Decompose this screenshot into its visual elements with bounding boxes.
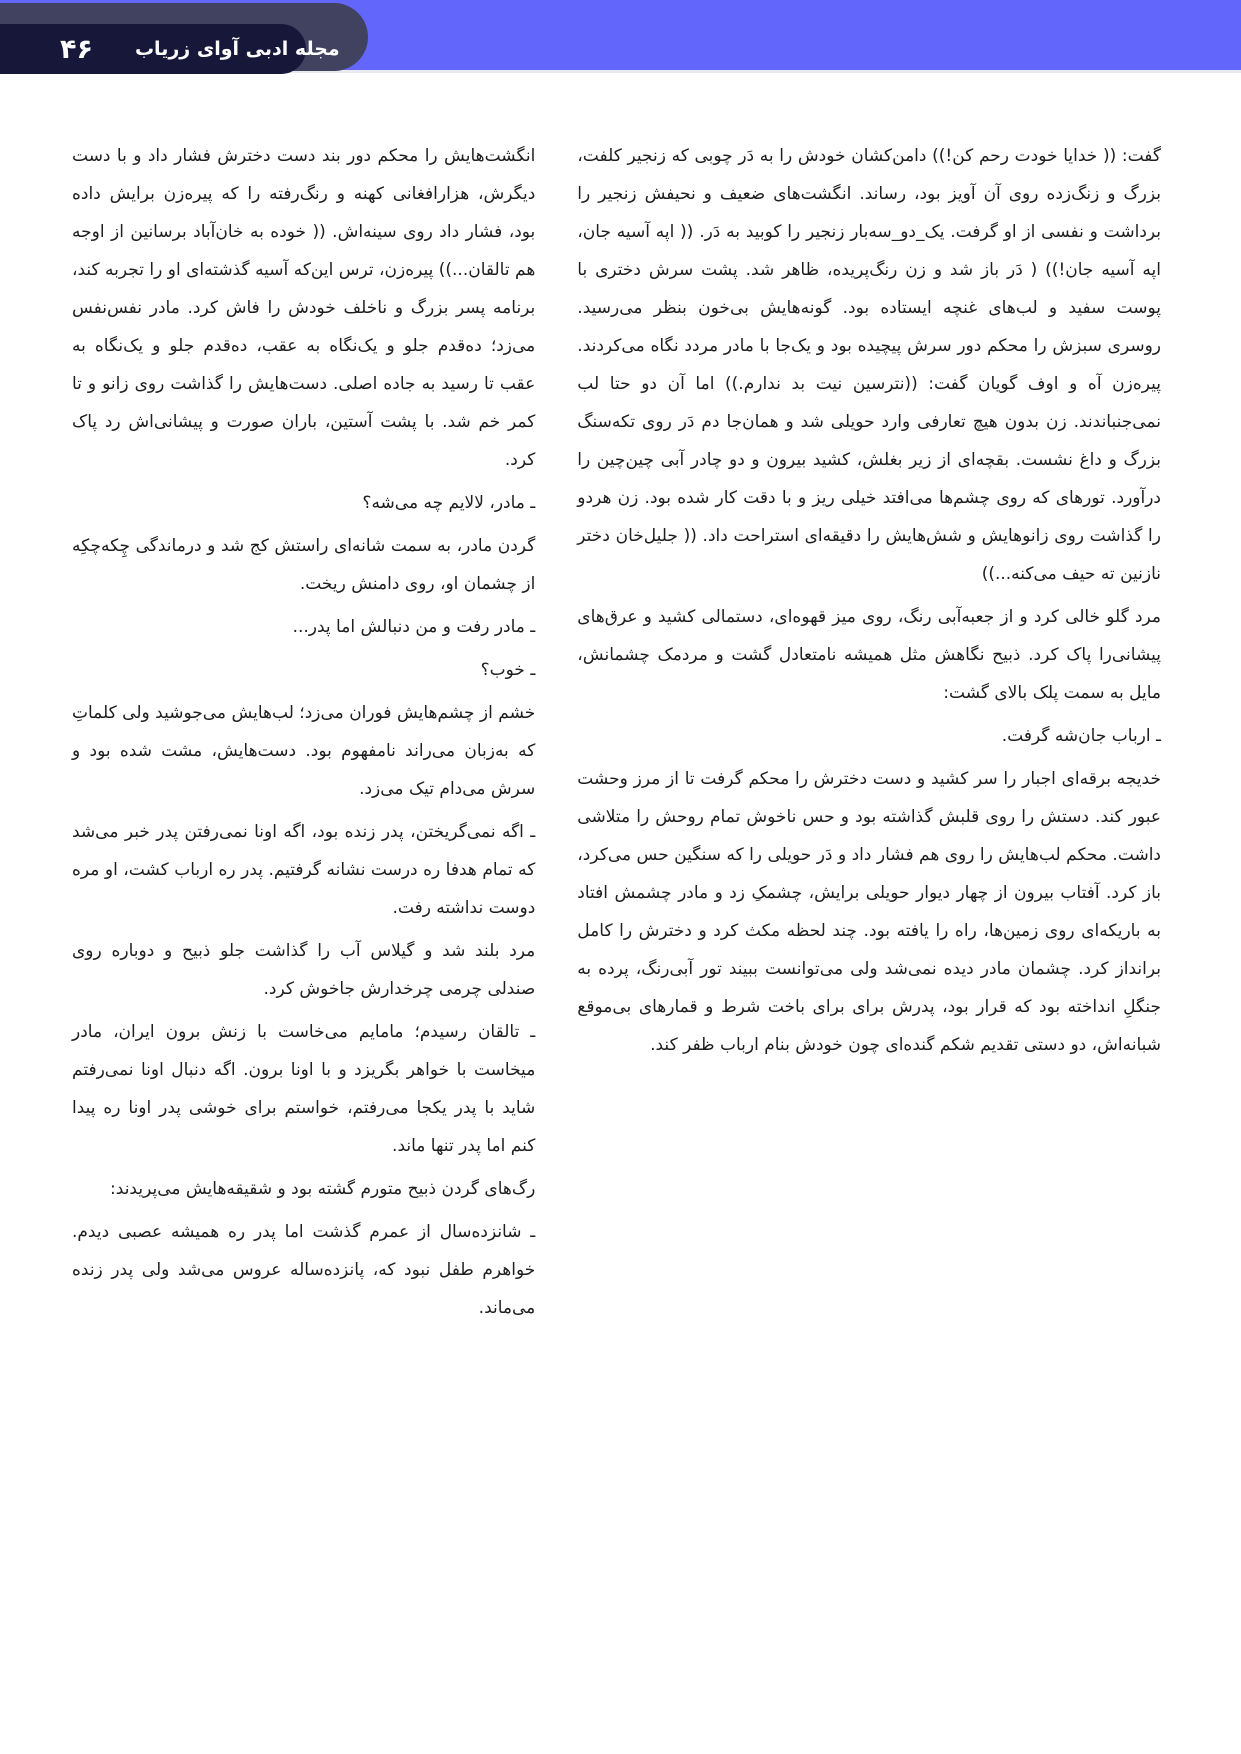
- story-paragraph: مرد بلند شد و گیلاس آب را گذاشت جلو ذبیح و دوباره روی صندلی چرمی چرخدارش جاخوش کرد.: [72, 941, 536, 999]
- dialogue-line: ـ خوب؟: [480, 660, 536, 680]
- page-number: ۴۶: [60, 33, 93, 65]
- dialogue-line: ـ مادر، لالایم چه می‌شه؟: [362, 493, 536, 513]
- dialogue-line: ـ تالقان رسیدم؛ مامایم می‌خاست با زنش برون ایران، مادر میخاست با خواهر بگریزد و با اونا برون. اگه دنبال اونا نمی‌رفتم شاید با پدر یکجا می‌رفتم، خواستم برای خوشی پدر اونا ره پیدا کنم اما پدر تنها ماند.: [72, 1022, 536, 1156]
- story-content: [0, 73, 1241, 1332]
- story-paragraph: انگشت‌هایش را محکم دور بند دست دخترش فشار داد و با دست دیگرش، هزارافغانی کهنه و رنگ‌رفته را که پیره‌زن برایش داده بود، فشار داد روی سینه‌اش. (( خوده به خان‌آباد برسانین از اوجه هم تالقان...)) پیره‌زن، ترس این‌که آسیه گذشته‌ای او را تجربه کند، برنامه پسر بزرگ و ناخلف خودش را فاش کرد. مادر نفس‌نفس می‌زد؛ ده‌قدم جلو و یک‌نگاه به عقب، ده‌قدم جلو و یک‌نگاه به عقب تا رسید به جاده اصلی. دست‌هایش را گذاشت روی زانو و تا کمر خم شد. با پشت آستین، باران صورت و پیشانی‌اش رد پاک کرد.: [72, 146, 536, 470]
- dialogue-line: ـ شانزده‌سال از عمرم گذشت اما پدر ره همیشه عصبی دیدم. خواهرم طفل نبود که، پانزده‌ساله عروس می‌شد ولی پدر زنده می‌ماند.: [72, 1222, 536, 1318]
- magazine-title: مجله ادبی آوای زریاب: [134, 38, 340, 60]
- header-pill: [0, 24, 340, 74]
- story-paragraph: خدیجه برقه‌ای اجبار را سر کشید و دست دخترش را محکم گرفت تا از مرز وحشت عبور کند. دستش را روی قلبش گذاشته بود و حس ناخوش تمام روحش را متلاشی داشت. محکم لب‌هایش را روی هم فشار داد و دَر حویلی را که سنگین حس می‌کرد، باز کرد. آفتاب بیرون از چهار دیوار حویلی برایش، چشمکِ زد و مادر چشمش افتاد به باریکه‌ای روی زمین‌ها، راه را یافته بود. چند لحظه مکث کرد و دخترش را کامل برانداز کرد. چشمان مادر دیده نمی‌شد ولی می‌توانست ببیند تور آبی‌رنگ، پرده به جنگلِ انداخته بود که قرار بود، پدرش برای برای باخت شرط و قمارهای بی‌موقع شبانه‌اش، دو دستی تقدیم شکم گنده‌ای چون خودش بنام ارباب ظفر کند.: [577, 769, 1161, 1055]
- story-paragraph: خشم از چشم‌هایش فوران می‌زد؛ لب‌هایش می‌جوشید ولی کلماتِ که به‌زبان می‌راند نامفهوم بود. دست‌هایش، مشت شده بود و سرش می‌دام تیک می‌زد.: [72, 703, 536, 799]
- header-bar: [0, 0, 1241, 73]
- dialogue-line: ـ ارباب جان‌شه گرفت.: [1001, 726, 1161, 746]
- header-band: [0, 3, 368, 71]
- story-paragraph: گفت: (( خدایا خودت رحم کن!)) دامن‌کشان خودش را به دَر چوبی که زنجیر کلفت، بزرگ و زنگ‌زده روی آن آویز بود، رساند. انگشت‌های ضعیف و نحیفش زنجیر را برداشت و نفسی از او گرفت. یک_دو_سه‌بار زنجیر را کوبید به دَر. (( اپه آسیه جان، اپه آسیه جان!)) ( دَر باز شد و زن رنگ‌پریده، ظاهر شد. پشت سرش دختری با پوست سفید و لب‌های غنچه ایستاده بود. گونه‌هایش بی‌خون بنظر می‌رسید. روسری سبزش را محکم دور سرش پیچیده بود و یک‌جا با مادر مردد نگاه می‌کردند. پیره‌زن آه و اوف گویان گفت: ((نترسین نیت بد ندارم.)) اما آن دو حتا لب نمی‌جنباندند. زن بدون هیچ تعارفی وارد حویلی شد و همان‌جا دم دَر روی تکه‌سنگ بزرگ و داغ نشست. بقچه‌ای از زیر بغلش، کشید بیرون و دو چادر آبی چین‌چین را درآورد. تورهای که روی چشم‌ها می‌افتد خیلی ریز و با دقت کار شده بود. زن هردو را گذاشت روی زانوهایش و شش‌هایش را دقیقه‌ای استراحت داد. (( جلیل‌خان دختر نازنین ته حیف می‌کنه...)): [577, 146, 1161, 584]
- story-paragraph: مرد گلو خالی کرد و از جعبه‌آبی رنگ، روی میز قهوه‌ای، دستمالی کشید و عرق‌های پیشانی‌را پاک کرد. ذبیح نگاهش مثل همیشه نامتعادل گشت و مردمک چشمانش، مایل به سمت پلک بالای گشت:: [577, 607, 1161, 703]
- story-paragraph: رگ‌های گردن ذبیح متورم گشته بود و شقیقه‌هایش می‌پریدند:: [110, 1179, 536, 1199]
- dialogue-line: ـ مادر رفت و من دنبالش اما پدر...: [292, 617, 536, 637]
- column-left: [72, 137, 535, 1332]
- dialogue-line: ـ اگه نمی‌گریختن، پدر زنده بود، اگه اونا نمی‌رفتن پدر خبر می‌شد که تمام هدفا ره درست نشانه گرفتیم. پدر ره ارباب کشت، او مره دوست نداشته رفت.: [72, 822, 536, 918]
- story-paragraph: گردن مادر، به سمت شانه‌ای راستش کج شد و درماندگی چِکه‌چکِه از چشمان او، روی دامنش ریخت.: [72, 536, 536, 594]
- column-right: [577, 137, 1161, 1332]
